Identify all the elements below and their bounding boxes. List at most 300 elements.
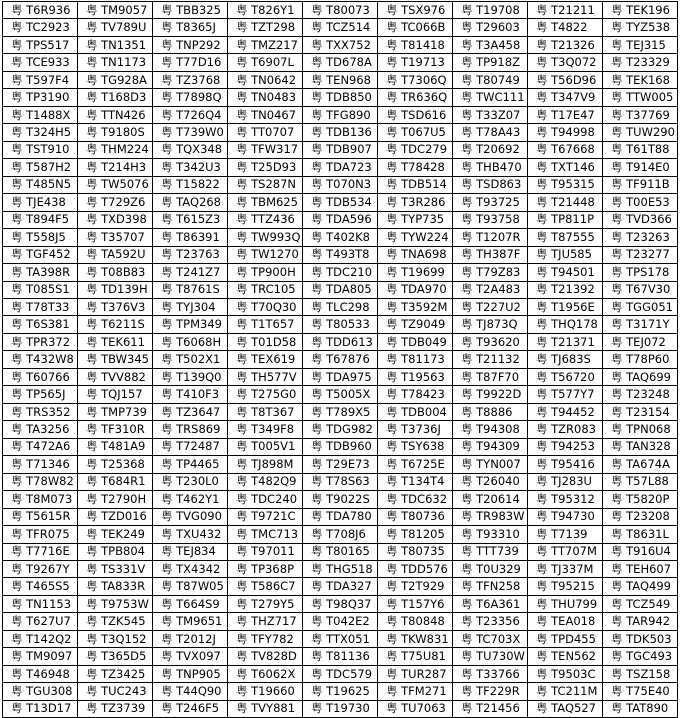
plate-number-cell: 粤 T5820P — [603, 491, 678, 508]
plate-number-cell: 粤 TAQ499 — [603, 578, 678, 595]
plate-number-cell: 粤 T17E47 — [528, 106, 603, 123]
plate-number-cell: 粤 TGF452 — [3, 246, 78, 263]
plate-number-cell: 粤 T432W8 — [3, 351, 78, 368]
table-row — [3, 124, 678, 141]
plate-number-cell: 粤 T71346 — [3, 456, 78, 473]
plate-number-cell: 粤 T410F3 — [153, 386, 228, 403]
plate-number-cell: 粤 T376V3 — [78, 298, 153, 315]
plate-number-cell: 粤 T19708 — [453, 2, 528, 19]
plate-number-cell: 粤 TQJ157 — [78, 386, 153, 403]
plate-number-cell: 粤 T78423 — [378, 386, 453, 403]
plate-number-cell: 粤 T78428 — [378, 159, 453, 176]
plate-number-cell: 粤 T93725 — [453, 194, 528, 211]
plate-number-cell: 粤 TTN426 — [78, 106, 153, 123]
plate-number-cell: 粤 T3171Y — [603, 316, 678, 333]
plate-number-cell: 粤 T23356 — [453, 613, 528, 630]
plate-number-cell: 粤 T241Z7 — [153, 264, 228, 281]
plate-number-cell: 粤 T5005X — [303, 386, 378, 403]
table-row — [3, 2, 678, 19]
plate-number-cell: 粤 T9267Y — [3, 561, 78, 578]
plate-number-cell: 粤 TN0467 — [228, 106, 303, 123]
plate-number-cell: 粤 T80735 — [378, 543, 453, 560]
plate-number-cell: 粤 TMZ217 — [228, 36, 303, 53]
plate-number-cell: 粤 T627U7 — [3, 613, 78, 630]
plate-number-cell: 粤 TFW317 — [228, 141, 303, 158]
plate-number-cell: 粤 T1488X — [3, 106, 78, 123]
plate-number-cell: 粤 T79Z83 — [453, 264, 528, 281]
plate-number-cell: 粤 TQX348 — [153, 141, 228, 158]
plate-number-cell: 粤 T7898Q — [153, 89, 228, 106]
plate-number-cell: 粤 T275G0 — [228, 386, 303, 403]
plate-number-cell: 粤 T9721C — [228, 508, 303, 525]
plate-number-cell: 粤 T29E73 — [303, 456, 378, 473]
plate-number-cell: 粤 TP368P — [228, 561, 303, 578]
plate-number-cell: 粤 TF229R — [453, 683, 528, 700]
plate-number-cell: 粤 T577Y7 — [528, 386, 603, 403]
plate-number-cell: 粤 TVY881 — [228, 700, 303, 717]
plate-number-cell: 粤 T085S1 — [3, 281, 78, 298]
table-row — [3, 71, 678, 88]
plate-number-cell: 粤 T4822 — [528, 19, 603, 36]
plate-number-cell: 粤 TMC713 — [228, 526, 303, 543]
plate-number-cell: 粤 TF911B — [603, 176, 678, 193]
plate-number-cell: 粤 TC066B — [378, 19, 453, 36]
plate-number-cell: 粤 T21456 — [453, 700, 528, 717]
table-row — [3, 176, 678, 193]
plate-number-cell: 粤 T1T657 — [228, 316, 303, 333]
plate-number-cell: 粤 TUR287 — [378, 665, 453, 682]
plate-number-cell: 粤 TGU308 — [3, 683, 78, 700]
plate-number-cell: 粤 TDB136 — [303, 124, 378, 141]
plate-number-cell: 粤 TZR083 — [528, 421, 603, 438]
table-row — [3, 246, 678, 263]
plate-number-cell: 粤 T72487 — [153, 438, 228, 455]
plate-number-cell: 粤 TM9097 — [3, 648, 78, 665]
plate-number-cell: 粤 TNP292 — [153, 36, 228, 53]
plate-number-cell: 粤 TEN968 — [303, 71, 378, 88]
plate-number-cell: 粤 T23763 — [153, 246, 228, 263]
table-row — [3, 543, 678, 560]
plate-number-cell: 粤 T7139 — [528, 526, 603, 543]
plate-number-cell: 粤 TRS869 — [153, 421, 228, 438]
table-row — [3, 613, 678, 630]
plate-number-cell: 粤 T139Q0 — [153, 368, 228, 385]
table-row — [3, 526, 678, 543]
table-row — [3, 351, 678, 368]
plate-number-cell: 粤 T95215 — [528, 578, 603, 595]
plate-number-cell: 粤 TV828D — [228, 648, 303, 665]
plate-number-cell: 粤 T94998 — [528, 124, 603, 141]
plate-number-cell: 粤 T15822 — [153, 176, 228, 193]
plate-number-cell: 粤 T3Q072 — [528, 54, 603, 71]
plate-number-cell: 粤 TSZ158 — [603, 665, 678, 682]
plate-number-cell: 粤 TJ283U — [528, 473, 603, 490]
plate-number-cell: 粤 T6062X — [228, 665, 303, 682]
plate-number-cell: 粤 T462Y1 — [153, 491, 228, 508]
plate-number-cell: 粤 TZ3647 — [153, 403, 228, 420]
plate-number-cell: 粤 TPD455 — [528, 630, 603, 647]
plate-number-cell: 粤 T94452 — [528, 403, 603, 420]
plate-number-cell: 粤 T33Z07 — [453, 106, 528, 123]
plate-number-cell: 粤 T230L0 — [153, 473, 228, 490]
plate-number-cell: 粤 T67876 — [303, 351, 378, 368]
plate-number-cell: 粤 TV789U — [78, 19, 153, 36]
table-row — [3, 159, 678, 176]
plate-number-cell: 粤 T80749 — [453, 71, 528, 88]
plate-number-cell: 粤 T77D16 — [153, 54, 228, 71]
table-row — [3, 421, 678, 438]
plate-number-cell: 粤 T98Q37 — [303, 595, 378, 612]
plate-number-cell: 粤 T19660 — [228, 683, 303, 700]
plate-number-cell: 粤 T3736J — [378, 421, 453, 438]
plate-number-cell: 粤 TUW290 — [603, 124, 678, 141]
plate-number-cell: 粤 T6068H — [153, 333, 228, 350]
plate-number-cell: 粤 T615Z3 — [153, 211, 228, 228]
plate-number-cell: 粤 T2A483 — [453, 281, 528, 298]
plate-number-cell: 粤 TP811P — [528, 211, 603, 228]
plate-number-cell: 粤 TP918Z — [453, 54, 528, 71]
plate-number-cell: 粤 TTX051 — [303, 630, 378, 647]
table-row — [3, 211, 678, 228]
plate-number-cell: 粤 TA398R — [3, 264, 78, 281]
plate-number-cell: 粤 T067U5 — [378, 124, 453, 141]
plate-number-cell: 粤 T347V9 — [528, 89, 603, 106]
plate-number-cell: 粤 T708J6 — [303, 526, 378, 543]
table-row — [3, 194, 678, 211]
plate-number-cell: 粤 TAQ527 — [528, 700, 603, 717]
plate-number-cell: 粤 T93620 — [453, 333, 528, 350]
plate-number-cell: 粤 T00E53 — [603, 194, 678, 211]
plate-number-cell: 粤 TDC240 — [228, 491, 303, 508]
table-row — [3, 700, 678, 717]
plate-number-cell: 粤 T19713 — [378, 54, 453, 71]
plate-number-cell: 粤 T070N3 — [303, 176, 378, 193]
plate-number-cell: 粤 TLC298 — [303, 298, 378, 315]
plate-number-cell: 粤 T75E40 — [603, 683, 678, 700]
plate-number-cell: 粤 TYN007 — [453, 456, 528, 473]
plate-number-cell: 粤 TVX097 — [153, 648, 228, 665]
plate-number-cell: 粤 TXT146 — [528, 159, 603, 176]
plate-number-cell: 粤 TD139H — [78, 281, 153, 298]
plate-number-cell: 粤 TAT890 — [603, 700, 678, 717]
plate-number-cell: 粤 TR636Q — [378, 89, 453, 106]
plate-number-cell: 粤 T78T33 — [3, 298, 78, 315]
plate-number-cell: 粤 TSX976 — [378, 2, 453, 19]
plate-number-cell: 粤 TH577V — [228, 368, 303, 385]
table-row — [3, 54, 678, 71]
plate-number-cell: 粤 TAN328 — [603, 438, 678, 455]
plate-number-cell: 粤 TBB325 — [153, 2, 228, 19]
plate-number-cell: 粤 T94501 — [528, 264, 603, 281]
plate-number-cell: 粤 THM224 — [78, 141, 153, 158]
plate-number-cell: 粤 T342U3 — [153, 159, 228, 176]
plate-number-cell: 粤 TDB907 — [303, 141, 378, 158]
plate-number-cell: 粤 TDC279 — [378, 141, 453, 158]
plate-number-cell: 粤 TMP739 — [78, 403, 153, 420]
plate-number-cell: 粤 TPS517 — [3, 36, 78, 53]
plate-number-cell: 粤 T7306Q — [378, 71, 453, 88]
plate-number-cell: 粤 T142Q2 — [3, 630, 78, 647]
plate-number-cell: 粤 T8T367 — [228, 403, 303, 420]
plate-number-cell: 粤 T21448 — [528, 194, 603, 211]
plate-number-cell: 粤 T80848 — [378, 613, 453, 630]
table-row — [3, 665, 678, 682]
plate-number-cell: 粤 TZD016 — [78, 508, 153, 525]
plate-number-cell: 粤 TZT298 — [228, 19, 303, 36]
plate-number-cell: 粤 TX4342 — [153, 561, 228, 578]
plate-number-cell: 粤 TYZ538 — [603, 19, 678, 36]
plate-number-cell: 粤 T23263 — [603, 229, 678, 246]
plate-number-cell: 粤 T78A43 — [453, 124, 528, 141]
plate-number-cell: 粤 T8886 — [453, 403, 528, 420]
plate-number-cell: 粤 TFR075 — [3, 526, 78, 543]
plate-number-cell: 粤 TXD398 — [78, 211, 153, 228]
plate-number-cell: 粤 T914E0 — [603, 159, 678, 176]
plate-number-cell: 粤 TDB960 — [303, 438, 378, 455]
plate-number-cell: 粤 T826Y1 — [228, 2, 303, 19]
plate-number-cell: 粤 T75U81 — [378, 648, 453, 665]
plate-number-cell: 粤 TT707M — [528, 543, 603, 560]
plate-number-cell: 粤 TKW831 — [378, 630, 453, 647]
plate-number-cell: 粤 TVV882 — [78, 368, 153, 385]
plate-number-cell: 粤 T20692 — [453, 141, 528, 158]
plate-number-cell: 粤 T402K8 — [303, 229, 378, 246]
plate-number-cell: 粤 TPM349 — [153, 316, 228, 333]
plate-number-cell: 粤 T87F70 — [453, 368, 528, 385]
plate-number-cell: 粤 T95416 — [528, 456, 603, 473]
plate-number-cell: 粤 TDC579 — [303, 665, 378, 682]
plate-number-cell: 粤 TPN068 — [603, 421, 678, 438]
plate-number-cell: 粤 T558J5 — [3, 229, 78, 246]
plate-number-cell: 粤 T21211 — [528, 2, 603, 19]
plate-number-cell: 粤 T87W05 — [153, 578, 228, 595]
plate-number-cell: 粤 TA674A — [603, 456, 678, 473]
plate-number-cell: 粤 TR983W — [453, 508, 528, 525]
plate-number-cell: 粤 T23208 — [603, 508, 678, 525]
plate-number-cell: 粤 TDB850 — [303, 89, 378, 106]
plate-number-cell: 粤 T6211S — [78, 316, 153, 333]
plate-number-cell: 粤 T586C7 — [228, 578, 303, 595]
plate-number-cell: 粤 T168D3 — [78, 89, 153, 106]
plate-number-cell: 粤 T482Q9 — [228, 473, 303, 490]
plate-number-cell: 粤 T13D17 — [3, 700, 78, 717]
plate-number-cell: 粤 T97011 — [228, 543, 303, 560]
plate-number-cell: 粤 TBW345 — [78, 351, 153, 368]
table-row — [3, 316, 678, 333]
plate-number-cell: 粤 TPR372 — [3, 333, 78, 350]
plate-number-cell: 粤 TCZ514 — [303, 19, 378, 36]
plate-number-cell: 粤 T042E2 — [303, 613, 378, 630]
plate-number-cell: 粤 T279Y5 — [228, 595, 303, 612]
table-row — [3, 508, 678, 525]
plate-number-cell: 粤 TDK503 — [603, 630, 678, 647]
plate-number-cell: 粤 TEK611 — [78, 333, 153, 350]
plate-number-cell: 粤 T365D5 — [78, 648, 153, 665]
plate-number-cell: 粤 T23329 — [603, 54, 678, 71]
plate-number-cell: 粤 TZ3768 — [153, 71, 228, 88]
table-row — [3, 106, 678, 123]
table-row — [3, 683, 678, 700]
plate-number-cell: 粤 TS287N — [228, 176, 303, 193]
plate-number-cell: 粤 T94253 — [528, 438, 603, 455]
plate-number-cell: 粤 TFG890 — [303, 106, 378, 123]
plate-number-cell: 粤 TYJ304 — [153, 298, 228, 315]
plate-number-cell: 粤 TPB804 — [78, 543, 153, 560]
plate-number-cell: 粤 TN1153 — [3, 595, 78, 612]
plate-number-cell: 粤 T9503C — [528, 665, 603, 682]
plate-number-cell: 粤 T94730 — [528, 508, 603, 525]
plate-number-cell: 粤 T3R286 — [378, 194, 453, 211]
plate-number-cell: 粤 TEJ072 — [603, 333, 678, 350]
table-row — [3, 141, 678, 158]
plate-number-cell: 粤 T6R936 — [3, 2, 78, 19]
plate-number-cell: 粤 TU730W — [453, 648, 528, 665]
plate-number-cell: 粤 T481A9 — [78, 438, 153, 455]
plate-number-cell: 粤 TDB514 — [378, 176, 453, 193]
plate-number-cell: 粤 TSD616 — [378, 106, 453, 123]
plate-number-cell: 粤 TM9651 — [153, 613, 228, 630]
plate-number-cell: 粤 TN0642 — [228, 71, 303, 88]
plate-number-cell: 粤 T6S381 — [3, 316, 78, 333]
plate-number-cell: 粤 T134T4 — [378, 473, 453, 490]
plate-number-cell: 粤 TP3190 — [3, 89, 78, 106]
table-row — [3, 281, 678, 298]
plate-number-cell: 粤 TEJ315 — [603, 36, 678, 53]
plate-number-cell: 粤 T502X1 — [153, 351, 228, 368]
plate-number-cell: 粤 T789X5 — [303, 403, 378, 420]
plate-number-cell: 粤 T78W82 — [3, 473, 78, 490]
plate-number-cell: 粤 TCZ549 — [603, 595, 678, 612]
plate-number-cell: 粤 THQ178 — [528, 316, 603, 333]
plate-number-cell: 粤 T6A361 — [453, 595, 528, 612]
plate-number-cell: 粤 TDG982 — [303, 421, 378, 438]
plate-number-cell: 粤 TS331V — [78, 561, 153, 578]
plate-number-cell: 粤 T9753W — [78, 595, 153, 612]
plate-number-cell: 粤 TM9057 — [78, 2, 153, 19]
plate-number-cell: 粤 TUC243 — [78, 683, 153, 700]
plate-number-cell: 粤 TXX752 — [303, 36, 378, 53]
plate-number-sheet — [2, 1, 678, 716]
plate-number-cell: 粤 T80073 — [303, 2, 378, 19]
plate-number-cell: 粤 TU7063 — [378, 700, 453, 717]
plate-number-cell: 粤 TRS352 — [3, 403, 78, 420]
plate-number-cell: 粤 TZ3425 — [78, 665, 153, 682]
plate-number-cell: 粤 T35707 — [78, 229, 153, 246]
plate-number-cell: 粤 TEX619 — [228, 351, 303, 368]
plate-number-cell: 粤 TEK249 — [78, 526, 153, 543]
plate-number-cell: 粤 TC2923 — [3, 19, 78, 36]
plate-number-cell: 粤 T23154 — [603, 403, 678, 420]
plate-number-cell: 粤 T81136 — [303, 648, 378, 665]
plate-number-cell: 粤 T23277 — [603, 246, 678, 263]
plate-number-cell: 粤 T349F8 — [228, 421, 303, 438]
plate-number-cell: 粤 TJE438 — [3, 194, 78, 211]
plate-number-cell: 粤 T472A6 — [3, 438, 78, 455]
plate-number-cell: 粤 T78S63 — [303, 473, 378, 490]
plate-number-cell: 粤 T157Y6 — [378, 595, 453, 612]
plate-number-cell: 粤 TEJ834 — [153, 543, 228, 560]
plate-number-cell: 粤 T26040 — [453, 473, 528, 490]
table-row — [3, 264, 678, 281]
plate-number-cell: 粤 TSD863 — [453, 176, 528, 193]
plate-number-cell: 粤 T214H3 — [78, 159, 153, 176]
plate-number-cell: 粤 TH387F — [453, 246, 528, 263]
plate-number-cell: 粤 TDD613 — [303, 333, 378, 350]
plate-number-cell: 粤 TEH607 — [603, 561, 678, 578]
plate-number-cell: 粤 T81418 — [378, 36, 453, 53]
plate-number-cell: 粤 T67V30 — [603, 281, 678, 298]
plate-number-cell: 粤 TP900H — [228, 264, 303, 281]
plate-table-body — [3, 2, 678, 718]
plate-number-cell: 粤 TP4465 — [153, 456, 228, 473]
plate-number-cell: 粤 TG928A — [78, 71, 153, 88]
plate-number-table — [2, 1, 678, 718]
plate-number-cell: 粤 TDA723 — [303, 159, 378, 176]
plate-number-cell: 粤 T08B83 — [78, 264, 153, 281]
plate-number-cell: 粤 TD678A — [303, 54, 378, 71]
plate-number-cell: 粤 T56720 — [528, 368, 603, 385]
plate-number-cell: 粤 T3592M — [378, 298, 453, 315]
plate-number-cell: 粤 TJ337M — [528, 561, 603, 578]
plate-number-cell: 粤 T2012J — [153, 630, 228, 647]
plate-number-cell: 粤 T739W0 — [153, 124, 228, 141]
plate-number-cell: 粤 T21326 — [528, 36, 603, 53]
plate-number-cell: 粤 TW993Q — [228, 229, 303, 246]
plate-number-cell: 粤 THZ717 — [228, 613, 303, 630]
plate-number-cell: 粤 T324H5 — [3, 124, 78, 141]
table-row — [3, 333, 678, 350]
plate-number-cell: 粤 TWC111 — [453, 89, 528, 106]
plate-number-cell: 粤 T78P60 — [603, 351, 678, 368]
plate-number-cell: 粤 TW5076 — [78, 176, 153, 193]
plate-number-cell: 粤 T93310 — [453, 526, 528, 543]
plate-number-cell: 粤 T597F4 — [3, 71, 78, 88]
table-row — [3, 595, 678, 612]
plate-number-cell: 粤 T7716E — [3, 543, 78, 560]
plate-number-cell: 粤 T60766 — [3, 368, 78, 385]
plate-number-cell: 粤 TRC105 — [228, 281, 303, 298]
plate-number-cell: 粤 T3Q152 — [78, 630, 153, 647]
plate-number-cell: 粤 TST910 — [3, 141, 78, 158]
plate-number-cell: 粤 T56D96 — [528, 71, 603, 88]
plate-number-cell: 粤 T95312 — [528, 491, 603, 508]
plate-number-cell: 粤 T25368 — [78, 456, 153, 473]
plate-number-cell: 粤 TJ683S — [528, 351, 603, 368]
table-row — [3, 456, 678, 473]
plate-number-cell: 粤 T19699 — [378, 264, 453, 281]
plate-number-cell: 粤 T8365J — [153, 19, 228, 36]
plate-number-cell: 粤 T894F5 — [3, 211, 78, 228]
plate-number-cell: 粤 T8631L — [603, 526, 678, 543]
plate-number-cell: 粤 T6725E — [378, 456, 453, 473]
plate-number-cell: 粤 T95315 — [528, 176, 603, 193]
plate-number-cell: 粤 TTT739 — [453, 543, 528, 560]
plate-number-cell: 粤 T20614 — [453, 491, 528, 508]
plate-number-cell: 粤 T493T8 — [303, 246, 378, 263]
table-row — [3, 648, 678, 665]
plate-number-cell: 粤 T21371 — [528, 333, 603, 350]
plate-number-cell: 粤 TGC493 — [603, 648, 678, 665]
plate-number-cell: 粤 T664S9 — [153, 595, 228, 612]
plate-number-cell: 粤 TFM271 — [378, 683, 453, 700]
plate-number-cell: 粤 T8761S — [153, 281, 228, 298]
plate-number-cell: 粤 T86391 — [153, 229, 228, 246]
plate-number-cell: 粤 TGG051 — [603, 298, 678, 315]
plate-number-cell: 粤 T46948 — [3, 665, 78, 682]
plate-number-cell: 粤 T19730 — [303, 700, 378, 717]
plate-number-cell: 粤 T21132 — [453, 351, 528, 368]
plate-number-cell: 粤 T726Q4 — [153, 106, 228, 123]
